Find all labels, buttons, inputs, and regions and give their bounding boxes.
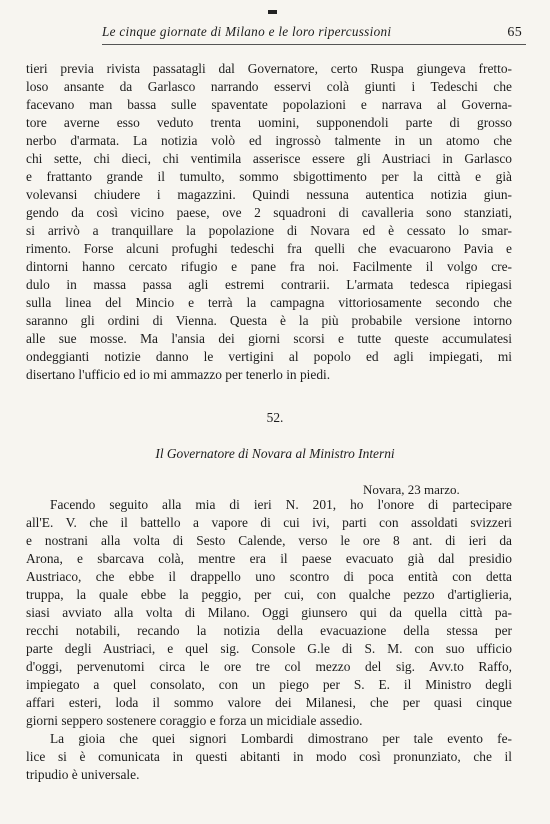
document-number: 52. bbox=[266, 410, 284, 425]
text-line: tripudio è universale. bbox=[26, 767, 140, 782]
text-line: recchi notabili, recando la notizia della evacuazione della stessa per bbox=[26, 623, 512, 638]
text-line: La gioia che quei signori Lombardi dimostrano per tale evento fe- bbox=[50, 731, 512, 746]
text-line: impiegato a quel consolato, con un piego per S. E. il Ministro degli bbox=[26, 677, 512, 692]
text-line: alle sue mosse. Ma l'ansia dei giorni scorsi e tutte queste accumulatesi bbox=[26, 331, 512, 346]
text-line: sulla linea del Mincio e terrà la campagna vittoriosamente secondo che bbox=[26, 295, 512, 310]
page-number: 65 bbox=[507, 25, 522, 40]
text-line: Facendo seguito alla mia di ieri N. 201, ho l'onore di partecipare bbox=[50, 497, 512, 512]
print-mark bbox=[268, 10, 277, 14]
text-line: loso ansante da Garlasco narrando esservi colà giunti i Tedeschi che bbox=[26, 79, 512, 94]
text-line: e frattanto grande il tumulto, sommo sbigottimento per la città e già bbox=[26, 169, 512, 184]
text-line: volevansi chiudere i magazzini. Quindi nessuna autentica notizia giun- bbox=[26, 187, 512, 202]
text-line: gendo da così vicino paese, ove 2 squadroni di cavalleria sono stanziati, bbox=[26, 205, 512, 220]
text-line: truppa, la quale ebbe la peggio, per cui, con qualche pezzo d'artiglieria, bbox=[26, 587, 512, 602]
text-line: dulo in massa passa agli estremi contrarii. L'armata tedesca ripiegasi bbox=[26, 277, 512, 292]
text-line: giorni seppero sostenere coraggio e forza un micidiale assedio. bbox=[26, 713, 363, 728]
text-line: affari esteri, loda il sommo valore dei Milanesi, che per quasi cinque bbox=[26, 695, 512, 710]
text-line: d'oggi, pervenutomi circa le ore tre col mezzo del sig. Avv.to Raffo, bbox=[26, 659, 512, 674]
text-line: Arona, e sbarcava colà, mentre era il paese evacuato già dal presidio bbox=[26, 551, 512, 566]
text-line: all'E. V. che il battello a vapore di cui ivi, parti con assoldati svizzeri bbox=[26, 515, 512, 530]
text-line: rimento. Forse alcuni profughi tedeschi fra quelli che evacuarono Pavia e bbox=[26, 241, 512, 256]
text-line: dintorni hanno cercato rifugio e pane fra noi. Facilmente il volgo cre- bbox=[26, 259, 512, 274]
text-line: tore averne esso veduto trenta uomini, supponendoli parte di grosso bbox=[26, 115, 512, 130]
text-line: lice si è comunicata in questi abitanti in modo così pronunziato, che il bbox=[26, 749, 512, 764]
text-line: e nostrani alla volta di Sesto Calende, verso le ore 8 ant. di ieri da bbox=[26, 533, 512, 548]
letter-body bbox=[26, 496, 512, 784]
text-line: parte degli Austriaci, e quel sig. Console G.le di S. M. con suo ufficio bbox=[26, 641, 512, 656]
text-line: facevano man bassa sulle spaventate popolazioni e narrava al Governa- bbox=[26, 97, 512, 112]
text-line: disertano l'ufficio ed io mi ammazzo per tenerlo in piedi. bbox=[26, 367, 331, 382]
text-line: tieri previa rivista passatagli dal Governatore, certo Ruspa giungeva fretto- bbox=[26, 61, 512, 76]
continuation-paragraph bbox=[26, 60, 512, 384]
text-line: saranno gli ordini di Vienna. Questa è la più probabile versione intorno bbox=[26, 313, 512, 328]
text-line: chi sette, chi dieci, chi ventimila asserisce essere gli Austriaci in Garlasco bbox=[26, 151, 512, 166]
text-line: nerbo d'armata. La notizia volò ed ingrossò talmente in un atomo che bbox=[26, 133, 512, 148]
text-line: si arrivò a tranquillare la popolazione di Novara ed è cessato lo smar- bbox=[26, 223, 512, 238]
running-title: Le cinque giornate di Milano e le loro ripercussioni bbox=[102, 24, 392, 39]
dateline: Novara, 23 marzo. bbox=[363, 482, 460, 497]
text-line: siasi avviato alla volta di Milano. Oggi giunsero qui da quella città pa- bbox=[26, 605, 512, 620]
running-header bbox=[102, 24, 522, 41]
header-rule bbox=[102, 44, 526, 45]
text-line: ondeggianti notizie danno le vertigini al popolo ed agli impiegati, mi bbox=[26, 349, 512, 364]
document-title: Il Governatore di Novara al Ministro Interni bbox=[155, 446, 395, 461]
text-line: Austriaco, che ebbe il drappello uno scontro di poca entità con detta bbox=[26, 569, 512, 584]
